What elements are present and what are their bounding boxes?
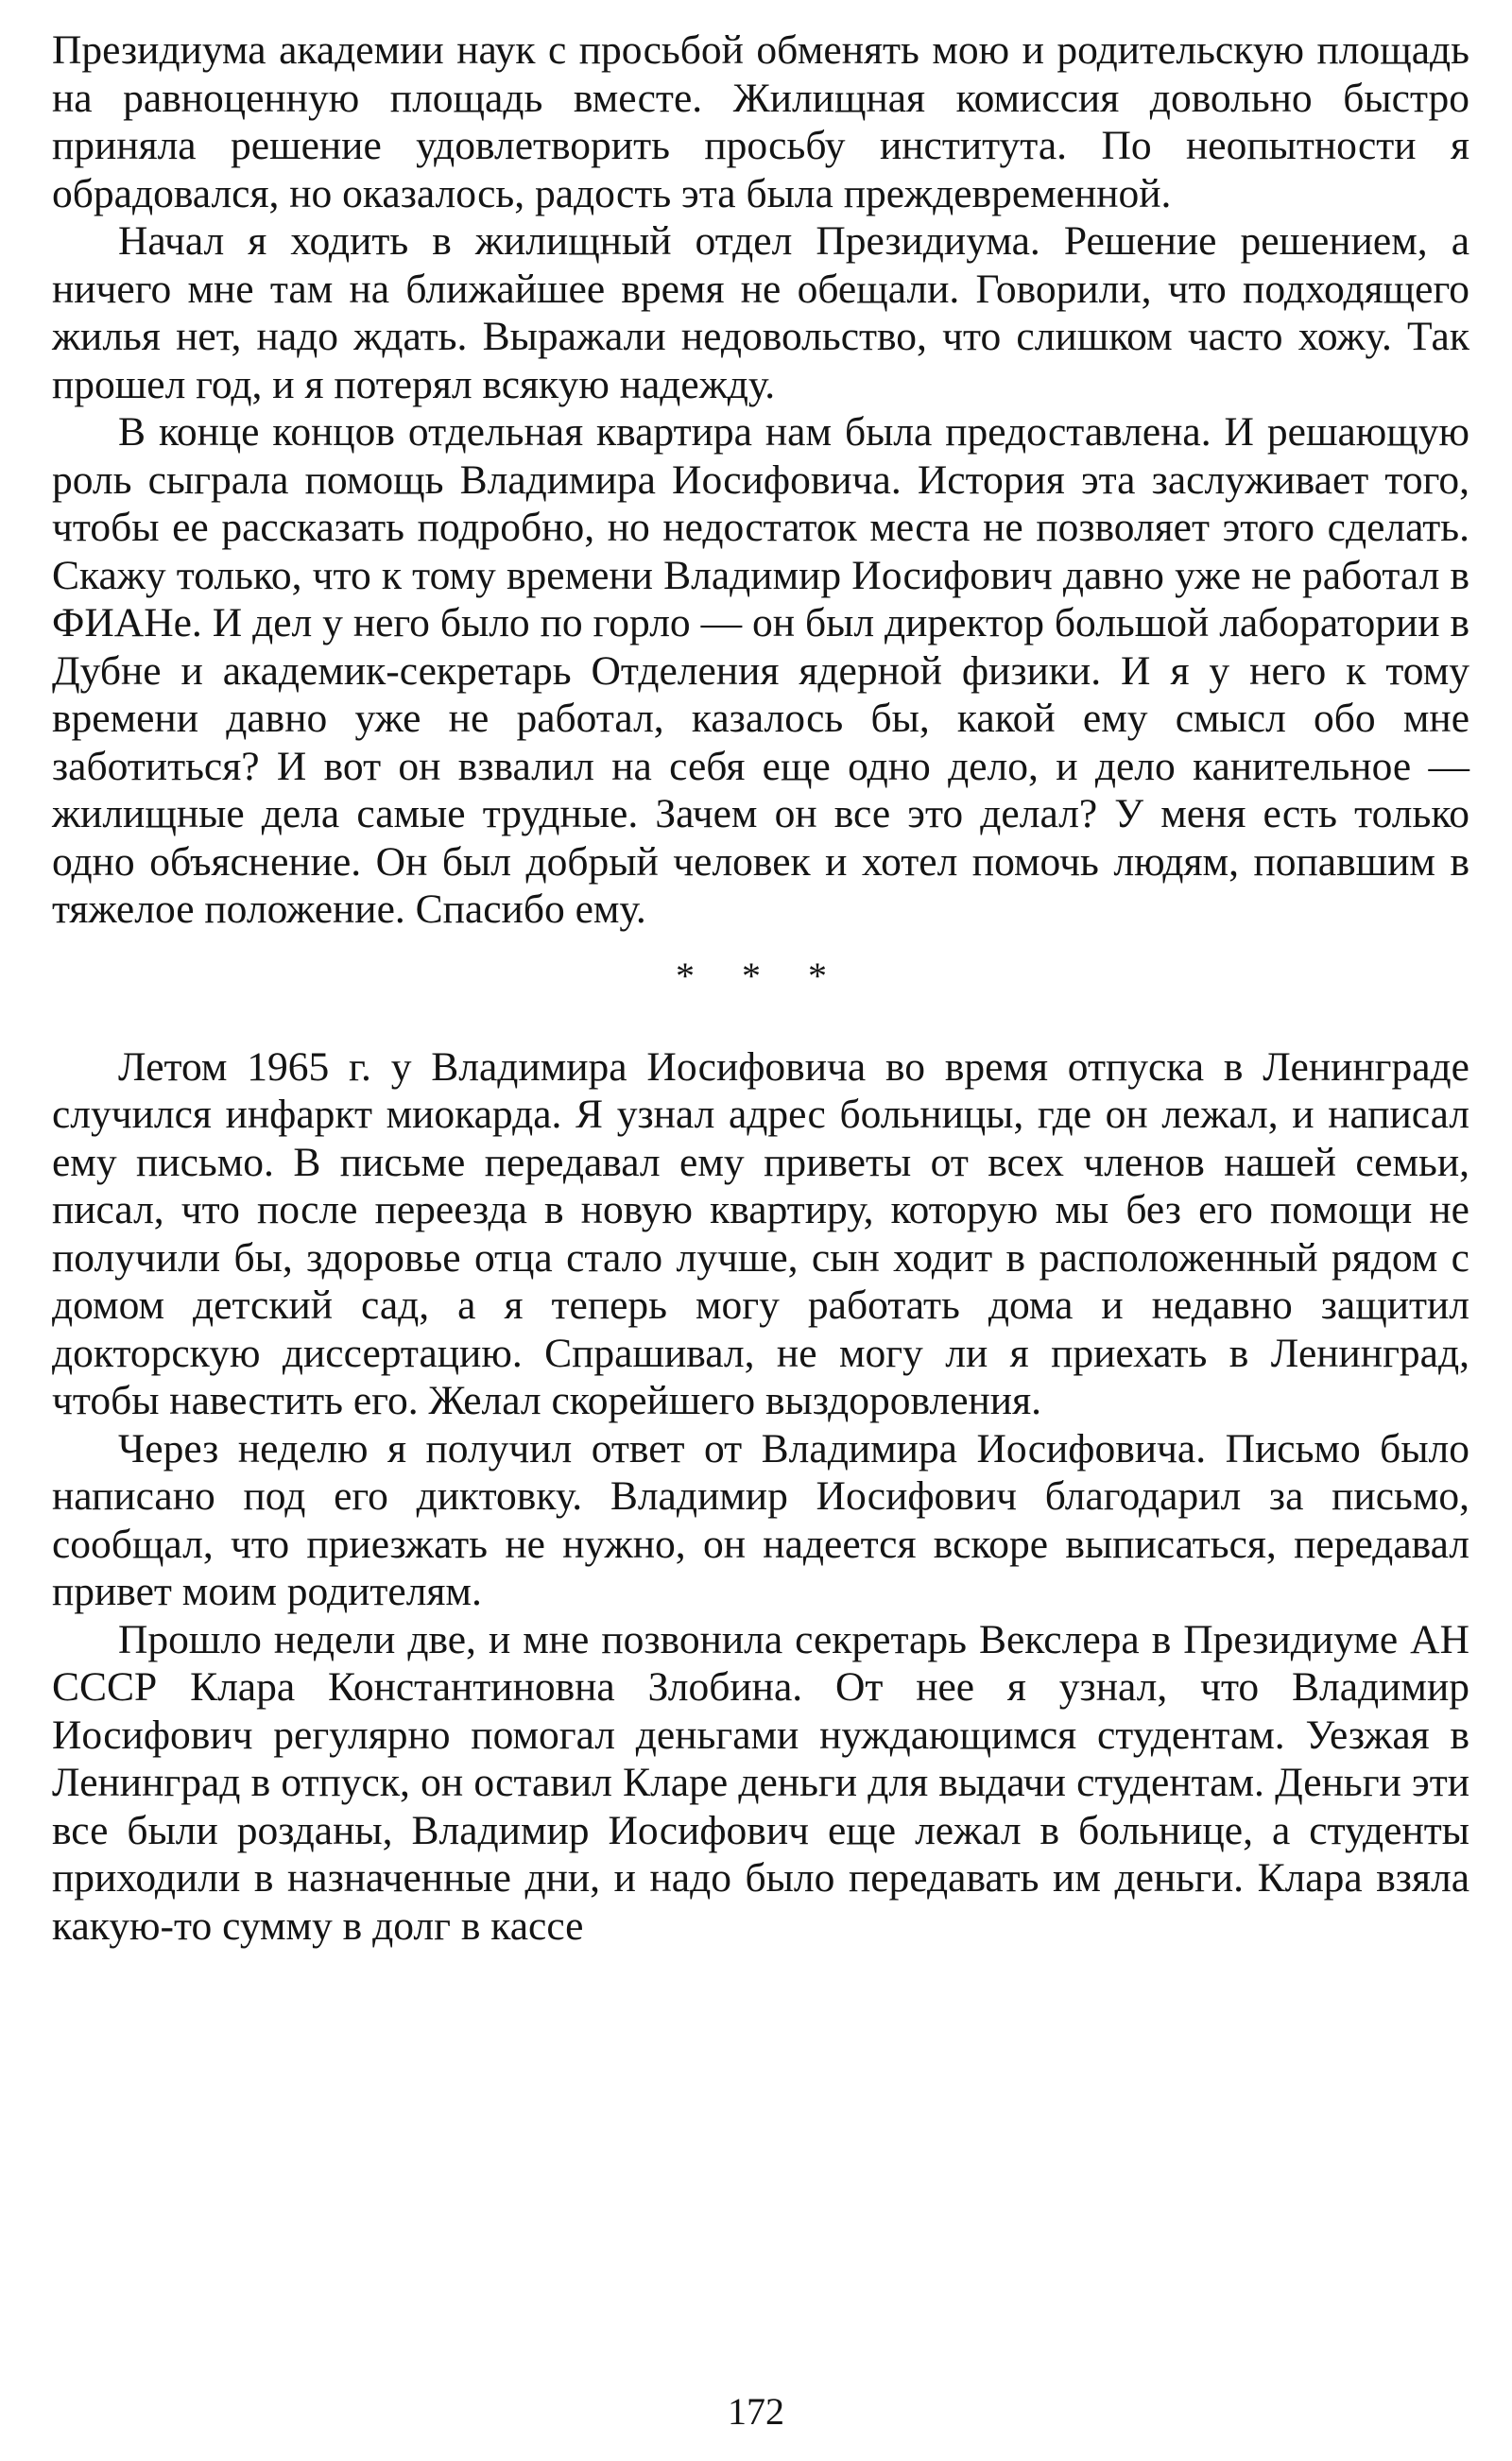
paragraph-continuation: Президиума академии наук с просьбой обменять мою и родительскую площадь на равноценную площадь вместе. Жилищная комиссия довольно быстро приняла решение удовлетворить просьбу института. По неопытности я обрадовался, но оказалось, радость эта была преждевременной. [52, 27, 1469, 216]
paragraph: Летом 1965 г. у Владимира Иосифовича во время отпуска в Ленинграде случился инфаркт миокарда. Я узнал адрес больницы, где он лежал, и написал ему письмо. В письме передавал ему приветы от всех членов нашей семьи, писал, что после переезда в новую квартиру, которую мы без его помощи не получили бы, здоровье отца стало лучше, сын ходит в расположенный рядом с домом детский сад, а я теперь могу работать дома и недавно защитил докторскую диссертацию. Спрашивал, не могу ли я приехать в Ленинград, чтобы навестить его. Желал скорейшего выздоровления. [52, 1043, 1469, 1423]
page-number: 172 [728, 2390, 784, 2433]
paragraph: В конце концов отдельная квартира нам была предоставлена. И решающую роль сыграла помощь Владимира Иосифовича. История эта заслуживает того, чтобы ее рассказать подробно, но недостаток места не позволяет этого сделать. Скажу только, что к тому времени Владимир Иосифович давно уже не работал в ФИАНе. И дел у него было по горло — он был директор большой лаборатории в Дубне и академик-секретарь Отделения ядерной физики. И я у него к тому времени давно уже не работал, казалось бы, какой ему смысл обо мне заботиться? И вот он взвалил на себя еще одно дело, и дело канительное — жилищные дела самые трудные. Зачем он все это делал? У меня есть только одно объяснение. Он был добрый человек и хотел помочь людям, попавшим в тяжелое положение. Спасибо ему. [52, 409, 1469, 932]
section-separator: * * * [676, 954, 846, 997]
paragraph: Прошло недели две, и мне позвонила секретарь Векслера в Президиуме АН СССР Клара Константиновна Злобина. От нее я узнал, что Владимир Иосифович регулярно помогал деньгами нуждающимся студентам. Уезжая в Ленинград в отпуск, он оставил Кларе деньги для выдачи студентам. Деньги эти все были розданы, Владимир Иосифович еще лежал в больнице, а студенты приходили в назначенные дни, и надо было передавать им деньги. Клара взяла какую-то сумму в долг в кассе [52, 1616, 1469, 1949]
paragraph: Начал я ходить в жилищный отдел Президиума. Решение решением, а ничего мне там на ближайшее время не обещали. Говорили, что подходящего жилья нет, надо ждать. Выражали недовольство, что слишком часто хожу. Так прошел год, и я потерял всякую надежду. [52, 218, 1469, 407]
book-page [52, 26, 1469, 1950]
paragraph: Через неделю я получил ответ от Владимира Иосифовича. Письмо было написано под его диктовку. Владимир Иосифович благодарил за письмо, сообщал, что приезжать не нужно, он надеется вскоре выписаться, передавал привет моим родителям. [52, 1425, 1469, 1614]
